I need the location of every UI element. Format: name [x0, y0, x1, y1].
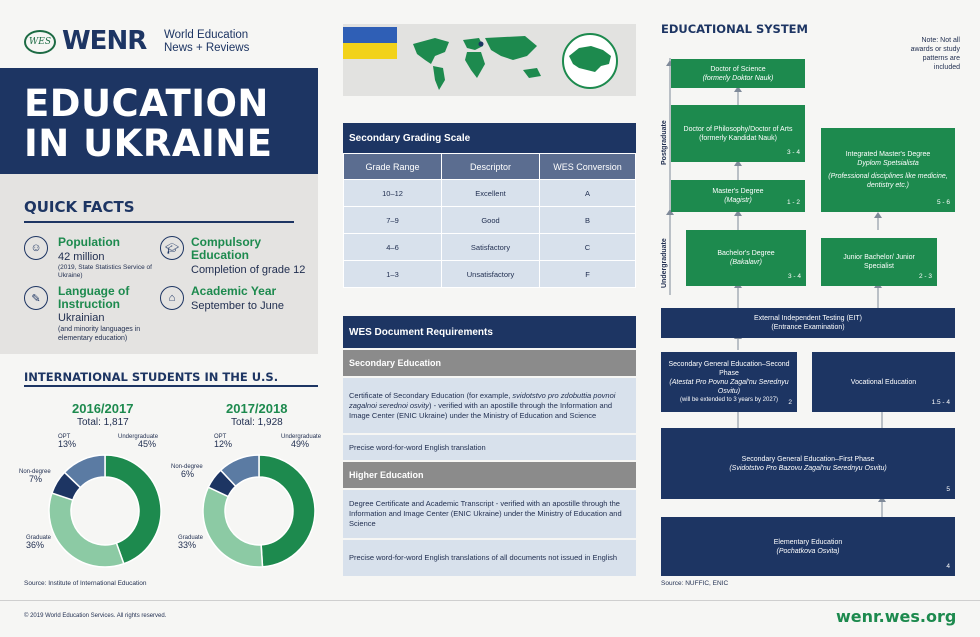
secondary-education-header: Secondary Education — [343, 350, 636, 376]
chart1-nondegree-label: Non-degree 7% — [19, 469, 51, 484]
col-descriptor: Descriptor — [442, 154, 540, 180]
requirement-item: Degree Certificate and Academic Transcript - verified with an apostille through the Information and Image Center (ENIC Ukraine) under the Ministry of Education and Science — [343, 490, 636, 538]
eit-box: External Independent Testing (EIT) (Entrance Examination) — [661, 308, 955, 338]
map-panel — [343, 24, 636, 96]
chart1-year: 2016/2017 — [72, 401, 134, 416]
academic-year-fact — [191, 285, 316, 312]
requirement-item: Certificate of Secondary Education (for example, svidotstvo pro zdobuttia povnoi zagalnoi serednoi osvity) - verified with an apostille through the Information and Image Center (ENIC Ukraine) under the Ministry of Education and Science — [343, 378, 636, 433]
graduation-cap-icon: 🎓︎ — [160, 236, 184, 260]
intl-students-title: INTERNATIONAL STUDENTS IN THE U.S. — [24, 370, 279, 384]
conversion-cell: A — [540, 180, 636, 207]
phd-box: Doctor of Philosophy/Doctor of Arts (formerly Kandidat Nauk) 3 - 4 — [671, 105, 805, 162]
elementary-box: Elementary Education (Pochatkova Osvita) 4 — [661, 517, 955, 576]
donut-slice-graduate — [203, 487, 263, 567]
vocational-box: Vocational Education 1.5 - 4 — [812, 352, 955, 412]
speech-bubble-icon: ✎ — [24, 286, 48, 310]
school-building-icon: ⌂ — [160, 286, 184, 310]
grading-scale-title: Secondary Grading Scale — [343, 123, 636, 153]
quick-facts-title: QUICK FACTS — [24, 198, 135, 216]
copyright: © 2019 World Education Services. All rights reserved. — [24, 613, 167, 619]
secondary-first-phase-box: Secondary General Education–First Phase (Svidotstvo Pro Bazovu Zagal'nu Serednyu Osvitu) 5 — [661, 428, 955, 499]
chart2-graduate-label: Graduate 33% — [178, 535, 204, 550]
chart2-year: 2017/2018 — [226, 401, 288, 416]
population-value: 42 million — [58, 251, 105, 263]
requirements-title: WES Document Requirements — [343, 316, 636, 348]
grading-header-row — [344, 154, 636, 180]
grade-cell: 7–9 — [344, 207, 442, 234]
population-icon: ☺ — [24, 236, 48, 260]
masters-box: Master's Degree (Magistr) 1 - 2 — [671, 180, 805, 212]
title-banner — [0, 68, 318, 174]
conversion-cell: F — [540, 261, 636, 288]
chart1-opt-label: OPT 13% — [58, 434, 77, 449]
footer-divider — [0, 600, 980, 601]
divider — [24, 221, 294, 223]
descriptor-cell: Unsatisfactory — [442, 261, 540, 288]
chart1-graduate-label: Graduate 36% — [26, 535, 52, 550]
divider — [24, 385, 318, 387]
col-wes-conversion: WES Conversion — [540, 154, 636, 180]
descriptor-cell: Excellent — [442, 180, 540, 207]
chart2-nondegree-label: Non-degree 6% — [171, 464, 203, 479]
academic-year-value: September to June — [191, 300, 284, 312]
compulsory-fact — [191, 236, 316, 276]
wenr-logo-word: WENR — [62, 26, 147, 56]
page-title: EDUCATION IN UKRAINE — [24, 82, 273, 165]
ukraine-flag-yellow — [343, 43, 397, 59]
system-source: Source: NUFFIC, ENIC — [661, 580, 729, 587]
grading-table — [343, 153, 636, 288]
table-row — [344, 261, 636, 288]
descriptor-cell: Satisfactory — [442, 234, 540, 261]
chart1-total: Total: 1,817 — [77, 417, 129, 428]
chart2-undergraduate-label: Undergraduate 49% — [281, 434, 322, 449]
requirement-item: Precise word-for-word English translation — [343, 435, 636, 460]
population-fact — [58, 236, 158, 280]
ukraine-flag-blue — [343, 27, 397, 43]
chart2-total: Total: 1,928 — [231, 417, 283, 428]
population-note: (2019, State Statistics Service of Ukraine) — [58, 264, 152, 279]
compulsory-label: Compulsory Education — [191, 235, 262, 262]
language-label: Language of Instruction — [58, 284, 130, 311]
donut-slice-undergraduate — [259, 455, 315, 567]
wes-logo: WES — [24, 30, 56, 54]
language-value: Ukrainian — [58, 312, 105, 324]
postgraduate-label: Postgraduate — [661, 120, 668, 165]
col-grade-range: Grade Range — [344, 154, 442, 180]
table-row — [344, 234, 636, 261]
ukraine-map-icon — [561, 32, 619, 90]
grade-cell: 4–6 — [344, 234, 442, 261]
conversion-cell: C — [540, 234, 636, 261]
chart1-undergraduate-label: Undergraduate 45% — [118, 434, 159, 449]
intl-source: Source: Institute of International Education — [24, 580, 147, 587]
grade-cell: 10–12 — [344, 180, 442, 207]
system-note: Note: Not all awards or study patterns are included — [910, 37, 960, 71]
site-url[interactable]: wenr.wes.org — [836, 607, 957, 626]
bachelors-box: Bachelor's Degree (Bakalavr) 3 - 4 — [686, 230, 806, 286]
educational-system-title: EDUCATIONAL SYSTEM — [661, 22, 808, 36]
table-row — [344, 207, 636, 234]
population-label: Population — [58, 235, 120, 249]
donut-chart-2016 — [47, 453, 163, 569]
donut-chart-2017 — [201, 453, 317, 569]
conversion-cell: B — [540, 207, 636, 234]
donut-slice-graduate — [49, 493, 124, 567]
compulsory-value: Completion of grade 12 — [191, 264, 306, 276]
world-map-icon — [405, 30, 555, 92]
academic-year-label: Academic Year — [191, 284, 277, 298]
table-row — [344, 180, 636, 207]
higher-education-header: Higher Education — [343, 462, 636, 488]
grade-cell: 1–3 — [344, 261, 442, 288]
doctor-of-science-box: Doctor of Science (formerly Doktor Nauk) — [671, 59, 805, 88]
secondary-second-phase-box: Secondary General Education–Second Phase (Atestat Pro Povnu Zagal'nu Serednyu Osvitu) (will be extended to 3 years by 2027) 2 — [661, 352, 797, 412]
language-note: (and minority languages in elementary education) — [58, 326, 141, 342]
junior-bachelor-box: Junior Bachelor/ Junior Specialist 2 - 3 — [821, 238, 937, 286]
language-fact — [58, 285, 158, 343]
requirement-item: Precise word-for-word English translations of all documents not issued in English — [343, 540, 636, 576]
integrated-masters-box: Integrated Master's Degree Dyplom Spetsialista (Professional disciplines like medicine, dentistry etc.) 5 - 6 — [821, 128, 955, 212]
chart2-opt-label: OPT 12% — [214, 434, 233, 449]
undergraduate-label: Undergraduate — [661, 238, 668, 288]
wenr-logo-subtitle: World Education News + Reviews — [164, 29, 250, 54]
descriptor-cell: Good — [442, 207, 540, 234]
